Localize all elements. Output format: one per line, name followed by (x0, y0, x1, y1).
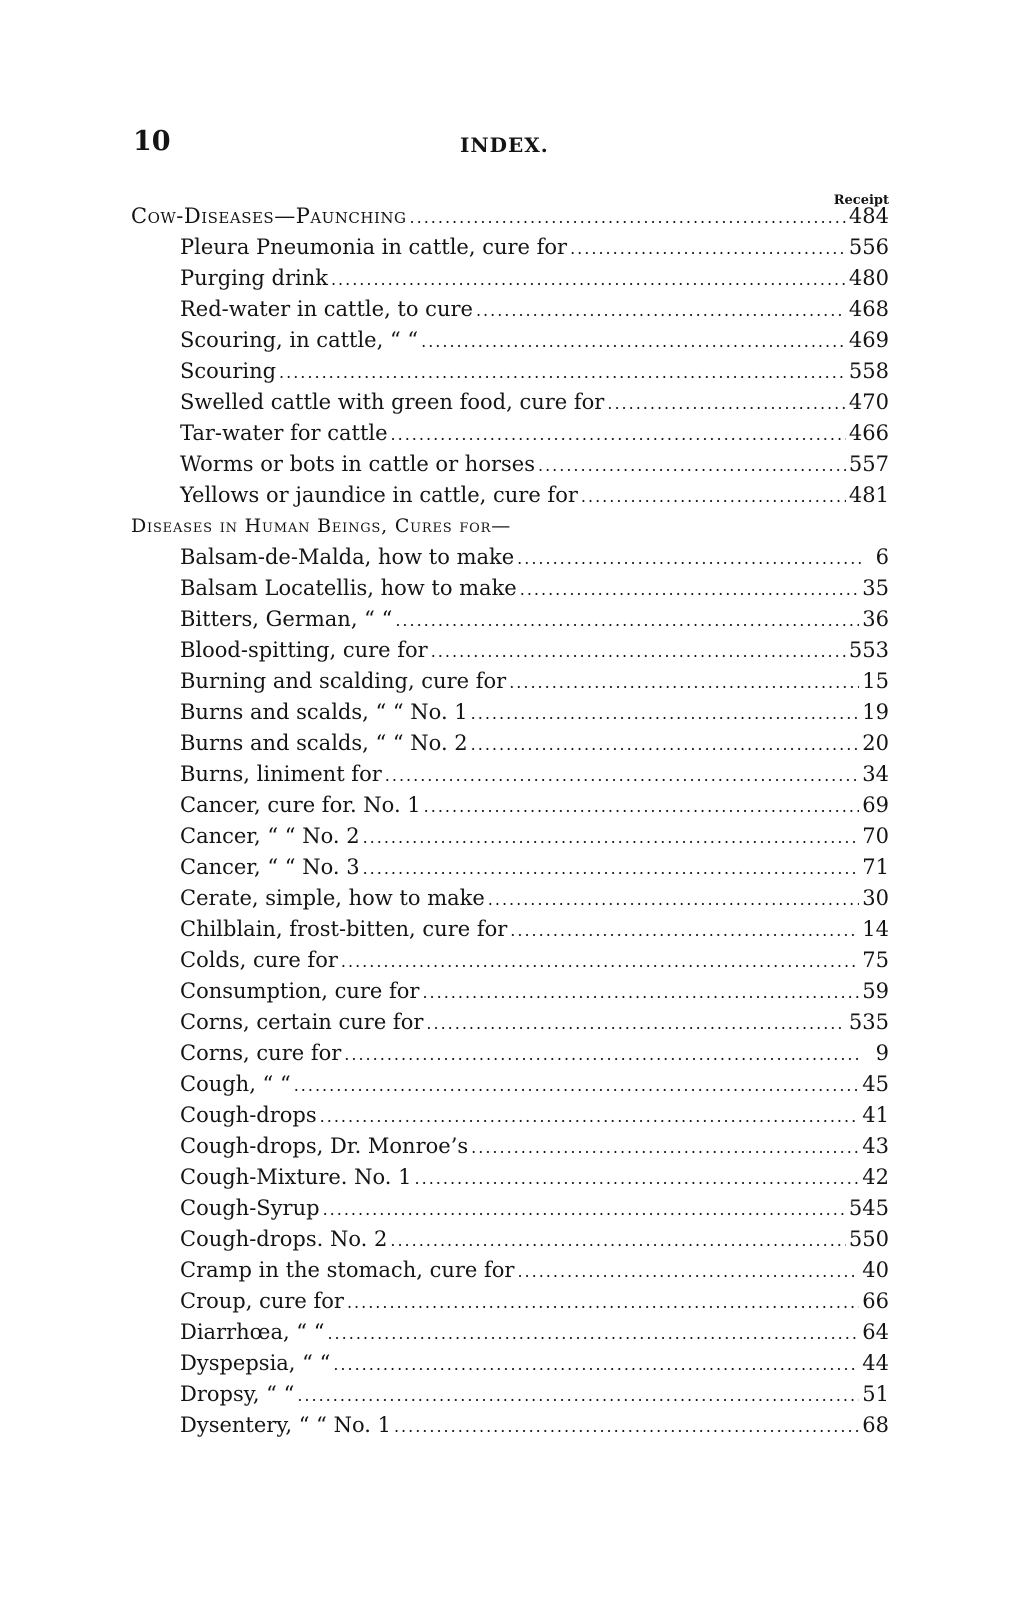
dot-leader (570, 233, 846, 264)
dot-leader (538, 450, 846, 481)
index-entry (131, 914, 889, 945)
entry-label: Cerate, simple, how to make (180, 886, 485, 910)
receipt-number: 71 (862, 855, 889, 879)
entry-label: Pleura Pneumonia in cattle, cure for (180, 235, 568, 259)
running-head: INDEX. (460, 133, 549, 157)
index-entry (131, 1007, 889, 1038)
index-entry (131, 356, 889, 387)
receipt-number: 470 (848, 390, 889, 414)
index-entry (131, 263, 889, 294)
entry-label: Cancer, “ “ No. 2 (180, 824, 360, 848)
receipt-number: 484 (848, 204, 889, 228)
index-entry (131, 1100, 889, 1131)
receipt-number: 68 (862, 1413, 889, 1437)
dot-leader (517, 1256, 859, 1287)
index-entry (131, 542, 889, 573)
dot-leader (421, 326, 846, 357)
entry-label: Cough-Syrup (180, 1196, 320, 1220)
index-entry (131, 759, 889, 790)
entry-label: Yellows or jaundice in cattle, cure for (180, 483, 578, 507)
dot-leader (509, 667, 859, 698)
receipt-number: 553 (848, 638, 889, 662)
index-entry (131, 325, 889, 356)
index-entry (131, 821, 889, 852)
dot-leader (471, 1132, 859, 1163)
dot-leader (320, 1101, 860, 1132)
index-entry (131, 1038, 889, 1069)
index-entry (131, 449, 889, 480)
dot-leader (363, 822, 860, 853)
entry-label: Croup, cure for (180, 1289, 344, 1313)
dot-leader (395, 605, 859, 636)
receipt-number: 558 (848, 359, 889, 383)
receipt-number: 20 (862, 731, 889, 755)
page-number: 10 (133, 126, 171, 157)
index-entry (131, 1069, 889, 1100)
receipt-number: 15 (862, 669, 889, 693)
entry-label: Diarrhœa, “ “ (180, 1320, 325, 1344)
index-entry (131, 666, 889, 697)
receipt-number: 550 (848, 1227, 889, 1251)
dot-leader (424, 791, 860, 822)
receipt-number: 36 (862, 607, 889, 631)
dot-leader (581, 481, 846, 512)
entry-label: Consumption, cure for (180, 979, 420, 1003)
entry-label: Cough-drops, Dr. Monroe’s (180, 1134, 469, 1158)
index-entry (131, 232, 889, 263)
receipt-number: 42 (862, 1165, 889, 1189)
dot-leader (279, 357, 846, 388)
entry-label: Purging drink (180, 266, 328, 290)
dot-leader (333, 1349, 859, 1380)
entry-label: Dropsy, “ “ (180, 1382, 295, 1406)
index-entry (131, 480, 889, 511)
index-entry (131, 1193, 889, 1224)
dot-leader (431, 636, 846, 667)
index-entry (131, 387, 889, 418)
index-entry (131, 1255, 889, 1286)
index-entry (131, 976, 889, 1007)
receipt-number: 69 (862, 793, 889, 817)
index-entry (131, 728, 889, 759)
receipt-number: 481 (848, 483, 889, 507)
index-entry (131, 635, 889, 666)
index-heading-cow-diseases (131, 201, 889, 232)
dot-leader (327, 1318, 859, 1349)
dot-leader (341, 946, 859, 977)
receipt-number: 40 (862, 1258, 889, 1282)
entry-label: Dyspepsia, “ “ (180, 1351, 331, 1375)
receipt-number: 51 (862, 1382, 889, 1406)
receipt-column-label: Receipt (833, 193, 889, 208)
entry-label: Colds, cure for (180, 948, 338, 972)
entry-label: Scouring (180, 359, 277, 383)
receipt-number: 75 (862, 948, 889, 972)
dot-leader (410, 202, 846, 233)
dot-leader (294, 1070, 860, 1101)
receipt-number: 6 (875, 545, 889, 569)
index-entry (131, 852, 889, 883)
dot-leader (297, 1380, 859, 1411)
index-entry (131, 1317, 889, 1348)
section-heading: Cow-Diseases—Paunching (131, 204, 407, 228)
receipt-number: 30 (862, 886, 889, 910)
entry-label: Balsam-de-Malda, how to make (180, 545, 515, 569)
dot-leader (488, 884, 859, 915)
dot-leader (607, 388, 846, 419)
entry-label: Corns, certain cure for (180, 1010, 424, 1034)
entry-label: Blood-spitting, cure for (180, 638, 428, 662)
index-entry (131, 604, 889, 635)
section-heading-human-diseases: Diseases in Human Beings, Cures for— (131, 515, 511, 537)
receipt-number: 556 (848, 235, 889, 259)
index-entry (131, 1410, 889, 1441)
entry-label: Burns and scalds, “ “ No. 2 (180, 731, 468, 755)
index-entry (131, 1131, 889, 1162)
dot-leader (471, 698, 860, 729)
receipt-number: 70 (862, 824, 889, 848)
receipt-number: 34 (862, 762, 889, 786)
entry-label: Cough-drops (180, 1103, 317, 1127)
index-entry (131, 573, 889, 604)
entry-label: Red-water in cattle, to cure (180, 297, 473, 321)
dot-leader (476, 295, 846, 326)
dot-leader (415, 1163, 860, 1194)
entry-label: Burning and scalding, cure for (180, 669, 507, 693)
dot-leader (344, 1039, 862, 1070)
index-entry (131, 790, 889, 821)
index-entry (131, 697, 889, 728)
dot-leader (520, 574, 860, 605)
entry-label: Chilblain, frost-bitten, cure for (180, 917, 508, 941)
entry-label: Cancer, “ “ No. 3 (180, 855, 360, 879)
receipt-number: 545 (848, 1196, 889, 1220)
dot-leader (471, 729, 860, 760)
receipt-number: 9 (875, 1041, 889, 1065)
dot-leader (394, 1411, 859, 1442)
entry-label: Cough-Mixture. No. 1 (180, 1165, 412, 1189)
entry-label: Burns, liniment for (180, 762, 382, 786)
receipt-number: 66 (862, 1289, 889, 1313)
entry-label: Swelled cattle with green food, cure for (180, 390, 605, 414)
receipt-number: 41 (862, 1103, 889, 1127)
receipt-number: 557 (848, 452, 889, 476)
dot-leader (385, 760, 860, 791)
index-entry (131, 1348, 889, 1379)
index-entry (131, 1286, 889, 1317)
receipt-number: 466 (848, 421, 889, 445)
index-entry (131, 1224, 889, 1255)
entry-label: Dysentery, “ “ No. 1 (180, 1413, 391, 1437)
receipt-number: 469 (848, 328, 889, 352)
receipt-number: 59 (862, 979, 889, 1003)
dot-leader (426, 1008, 846, 1039)
index-entry (131, 294, 889, 325)
entry-label: Cancer, cure for. No. 1 (180, 793, 421, 817)
receipt-number: 535 (848, 1010, 889, 1034)
index-entry (131, 1379, 889, 1410)
entry-label: Cough, “ “ (180, 1072, 291, 1096)
receipt-number: 480 (848, 266, 889, 290)
dot-leader (331, 264, 846, 295)
index-entry (131, 418, 889, 449)
dot-leader (323, 1194, 846, 1225)
dot-leader (391, 419, 846, 450)
entry-label: Burns and scalds, “ “ No. 1 (180, 700, 468, 724)
receipt-number: 45 (862, 1072, 889, 1096)
entry-label: Cramp in the stomach, cure for (180, 1258, 515, 1282)
entry-label: Tar-water for cattle (180, 421, 388, 445)
dot-leader (517, 543, 862, 574)
dot-leader (390, 1225, 846, 1256)
entry-label: Balsam Locatellis, how to make (180, 576, 517, 600)
receipt-number: 44 (862, 1351, 889, 1375)
receipt-number: 64 (862, 1320, 889, 1344)
index-entry (131, 945, 889, 976)
dot-leader (422, 977, 859, 1008)
entry-label: Cough-drops. No. 2 (180, 1227, 388, 1251)
index-entry (131, 883, 889, 914)
dot-leader (363, 853, 860, 884)
entry-label: Worms or bots in cattle or horses (180, 452, 535, 476)
dot-leader (347, 1287, 859, 1318)
receipt-number: 468 (848, 297, 889, 321)
receipt-number: 35 (862, 576, 889, 600)
receipt-number: 43 (862, 1134, 889, 1158)
entry-label: Bitters, German, “ “ (180, 607, 393, 631)
entry-label: Scouring, in cattle, “ “ (180, 328, 419, 352)
index-entry (131, 1162, 889, 1193)
receipt-number: 19 (862, 700, 889, 724)
index-list (131, 201, 889, 1441)
receipt-number: 14 (862, 917, 889, 941)
entry-label: Corns, cure for (180, 1041, 342, 1065)
dot-leader (510, 915, 859, 946)
